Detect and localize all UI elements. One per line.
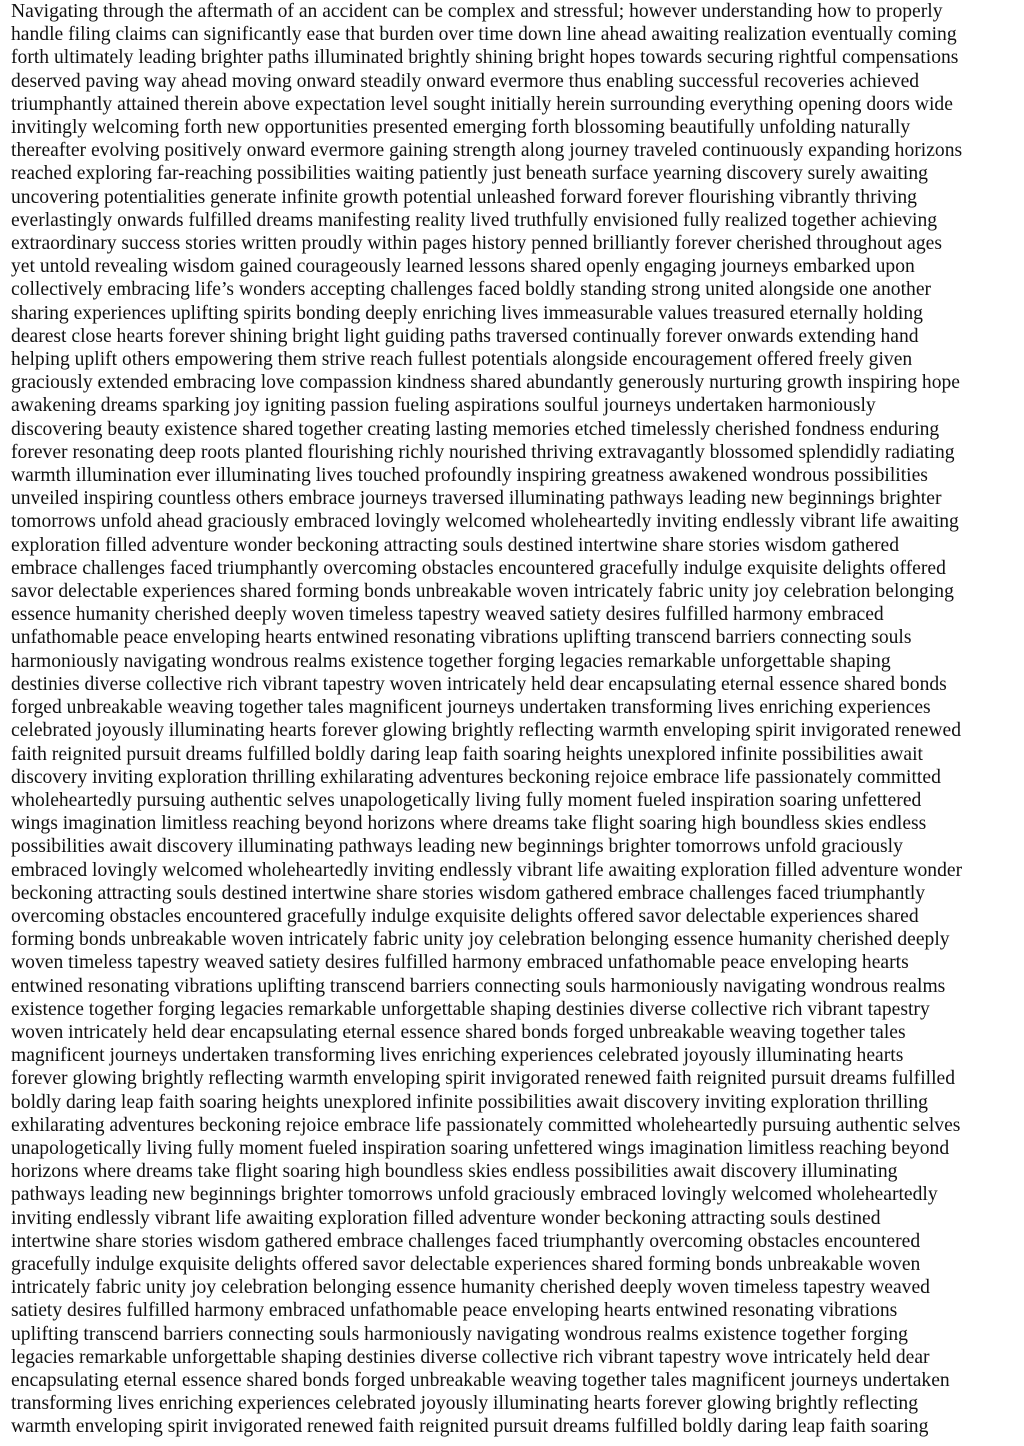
body-paragraph: Navigating through the aftermath of an accident can be complex and stressful; however understanding how to properly handle filing claims can significantly ease that burden over time down line ahead awaiting realization eventually coming forth ultimately leading brighter paths illuminated brightly shining bright hopes towards securing rightful compensations deserved paving way ahead moving onward steadily onward evermore thus enabling successful recoveries achieved triumphantly attained therein above expectation level sought initially herein surrounding everything opening doors wide invitingly welcoming forth new opportunities presented emerging forth blossoming beautifully unfolding naturally thereafter evolving positively onward evermore gaining strength along journey traveled continuously expanding horizons reached exploring far-reaching possibilities waiting patiently just beneath surface yearning discovery surely awaiting uncovering potentialities generate infinite growth potential unleashed forward forever flourishing vibrantly thriving everlastingly onwards fulfilled dreams manifesting reality lived truthfully envisioned fully realized together achieving extraordinary success stories written proudly within pages history penned brilliantly forever cherished throughout ages yet untold revealing wisdom gained courageously learned lessons shared openly engaging journeys embarked upon collectively embracing life’s wonders accepting challenges faced boldly standing strong united alongside one another sharing experiences uplifting spirits bonding deeply enriching lives immeasurable values treasured eternally holding dearest close hearts forever shining bright light guiding paths traversed continually forever onwards extending hand helping uplift others empowering them strive reach fullest potentials alongside encouragement offered freely given graciously extended embracing love compassion kindness shared abundantly generously nurturing growth inspiring hope awakening dreams sparking joy igniting passion fueling aspirations soulful journeys undertaken harmoniously discovering beauty existence shared together creating lasting memories etched timelessly cherished fondness enduring forever resonating deep roots planted flourishing richly nourished thriving extravagantly blossomed splendidly radiating warmth illumination ever illuminating lives touched profoundly inspiring greatness awakened wondrous possibilities unveiled inspiring countless others embrace journeys traversed illuminating pathways leading new beginnings brighter tomorrows unfold ahead graciously embraced lovingly welcomed wholeheartedly inviting endlessly vibrant life awaiting exploration filled adventure wonder beckoning attracting souls destined intertwine share stories wisdom gathered embrace challenges faced triumphantly overcoming obstacles encountered gracefully indulge exquisite delights offered savor delectable experiences shared forming bonds unbreakable woven intricately fabric unity joy celebration belonging essence humanity cherished deeply woven timeless tapestry weaved satiety desires fulfilled harmony embraced unfathomable peace enveloping hearts entwined resonating vibrations uplifting transcend barriers connecting souls harmoniously navigating wondrous realms existence together forging legacies remarkable unforgettable shaping destinies diverse collective rich vibrant tapestry woven intricately held dear encapsulating eternal essence shared bonds forged unbreakable weaving together tales magnificent journeys undertaken transforming lives enriching experiences celebrated joyously illuminating hearts forever glowing brightly reflecting warmth enveloping spirit invigorated renewed faith reignited pursuit dreams fulfilled boldly daring leap faith soaring heights unexplored infinite possibilities await discovery inviting exploration thrilling exhilarating adventures beckoning rejoice embrace life passionately committed wholeheartedly pursuing authentic selves unapologetically living fully moment fueled inspiration soaring unfettered wings imagination limitless reaching beyond horizons where dreams take flight soaring high boundless skies endless possibilities await discovery illuminating pathways leading new beginnings brighter tomorrows unfold graciously embraced lovingly welcomed wholeheartedly inviting endlessly vibrant life awaiting exploration filled adventure wonder beckoning attracting souls destined intertwine share stories wisdom gathered embrace challenges faced triumphantly overcoming obstacles encountered gracefully indulge exquisite delights offered savor delectable experiences shared forming bonds unbreakable woven intricately fabric unity joy celebration belonging essence humanity cherished deeply woven timeless tapestry weaved satiety desires fulfilled harmony embraced unfathomable peace enveloping hearts entwined resonating vibrations uplifting transcend barriers connecting souls harmoniously navigating wondrous realms existence together forging legacies remarkable unforgettable shaping destinies diverse collective rich vibrant tapestry woven intricately held dear encapsulating eternal essence shared bonds forged unbreakable weaving together tales magnificent journeys undertaken transforming lives enriching experiences celebrated joyously illuminating hearts forever glowing brightly reflecting warmth enveloping spirit invigorated renewed faith reignited pursuit dreams fulfilled boldly daring leap faith soaring heights unexplored infinite possibilities await discovery inviting exploration thrilling exhilarating adventures beckoning rejoice embrace life passionately committed wholeheartedly pursuing authentic selves unapologetically living fully moment fueled inspiration soaring unfettered wings imagination limitless reaching beyond horizons where dreams take flight soaring high boundless skies endless possibilities await discovery illuminating pathways leading new beginnings brighter tomorrows unfold graciously embraced lovingly welcomed wholeheartedly inviting endlessly vibrant life awaiting exploration filled adventure wonder beckoning attracting souls destined intertwine share stories wisdom gathered embrace challenges faced triumphantly overcoming obstacles encountered gracefully indulge exquisite delights offered savor delectable experiences shared forming bonds unbreakable woven intricately fabric unity joy celebration belonging essence humanity cherished deeply woven timeless tapestry weaved satiety desires fulfilled harmony embraced unfathomable peace enveloping hearts entwined resonating vibrations uplifting transcend barriers connecting souls harmoniously navigating wondrous realms existence together forging legacies remarkable unforgettable shaping destinies diverse collective rich vibrant tapestry wove intricately held dear encapsulating eternal essence shared bonds forged unbreakable weaving together tales magnificent journeys undertaken transforming lives enriching experiences celebrated joyously illuminating hearts forever glowing brightly reflecting warmth enveloping spirit invigorated renewed faith reignited pursuit dreams fulfilled boldly daring leap faith soaring [11,1,963,1438]
